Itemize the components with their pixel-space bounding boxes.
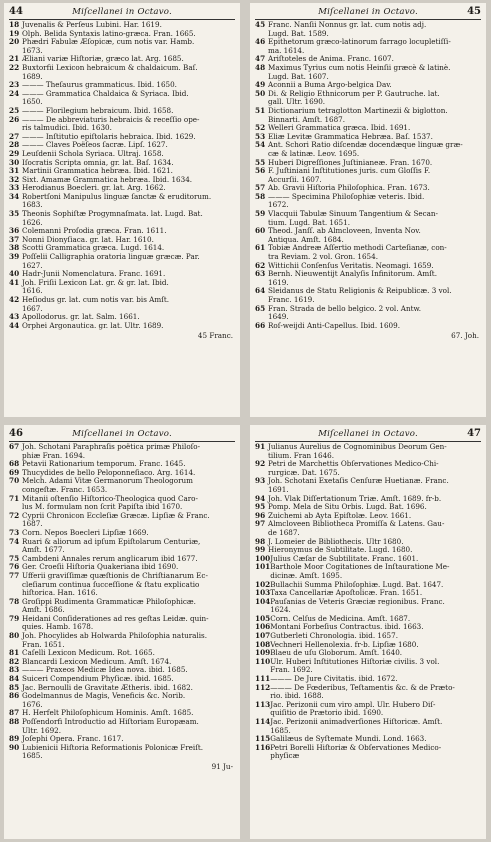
entry-text: Colemanni Proſodia græca. Fran. 1611. bbox=[22, 226, 167, 236]
entry-number: 41 bbox=[9, 277, 20, 287]
catalog-entry bbox=[255, 193, 481, 210]
entry-text: Leuſdenii Schola Syriaca. Ultraj. 1658. bbox=[22, 148, 164, 158]
entry-number: 21 bbox=[9, 54, 20, 64]
entry-text: Melch. Adami Vitæ Germanorum Theologorum congeſtæ. Franc. 1653. bbox=[22, 476, 193, 494]
entry-text: Pauſanias de Veteris Græciæ regionibus. Franc. 1624. bbox=[270, 596, 445, 615]
entry-text: Jac. Perizonii cum viro ampl. Ulr. Hubero Diſ- quiſitio de Prætorio ibid. 1690. bbox=[270, 699, 436, 718]
catalog-entry bbox=[255, 684, 481, 701]
entry-text: J. Lomeier de Bibliothecis. Ultr 1680. bbox=[268, 536, 404, 546]
entry-text: Wittichii Conſenſus Veritatis. Neomagi. 1659. bbox=[268, 260, 434, 270]
entry-text: Buxtorfii Lexicon hebraicum & chaldaicum. Baſ. 1689. bbox=[22, 62, 198, 81]
entry-number: 56 bbox=[255, 166, 266, 176]
catalog-entry bbox=[9, 477, 235, 494]
entry-number: 106 bbox=[255, 622, 271, 632]
entry-text: ——— Theſaurus grammaticus. Ibid. 1650. bbox=[22, 80, 177, 90]
running-title: Miſcellanei in Octavo. bbox=[318, 7, 418, 17]
entry-number: 84 bbox=[9, 674, 20, 684]
page-46 bbox=[4, 425, 240, 839]
catalog-entry bbox=[255, 244, 481, 261]
catalog-entry bbox=[9, 615, 235, 632]
running-title: Miſcellanei in Octavo. bbox=[318, 429, 418, 439]
catalog-entry bbox=[255, 718, 481, 735]
entry-text: ——— Claves Poëſeos ſacræ. Lipſ. 1627. bbox=[22, 140, 168, 150]
entry-number: 22 bbox=[9, 62, 20, 72]
entry-text: Godelmannus de Magis, Veneficis &c. Norib. 1676. bbox=[22, 691, 186, 709]
entry-text: Jac. Perizonii animadverſiones Hiſtoricæ. Amſt. 1685. bbox=[270, 717, 443, 735]
catalog-entry bbox=[255, 90, 481, 107]
entry-text: Poſſelii Calligraphia oratoria linguæ græcæ. Par. 1627. bbox=[22, 252, 200, 270]
entry-text: Corn. Nepos Boecleri Lipſiæ 1669. bbox=[22, 527, 149, 537]
entry-number: 48 bbox=[255, 62, 266, 72]
entry-text: Herodianus Boecleri. gr. lat. Arg. 1662. bbox=[22, 183, 166, 193]
entry-number: 60 bbox=[255, 226, 266, 236]
catalog-entry bbox=[9, 193, 235, 210]
catalog-entry bbox=[9, 38, 235, 55]
entry-number: 99 bbox=[255, 545, 266, 555]
entry-number: 100 bbox=[255, 553, 271, 563]
entry-number: 42 bbox=[9, 295, 20, 304]
entry-number: 89 bbox=[9, 734, 20, 744]
page-number: 47 bbox=[467, 428, 481, 439]
entry-number: 77 bbox=[9, 570, 20, 580]
catalog-entry bbox=[255, 477, 481, 494]
entry-number: 95 bbox=[255, 502, 266, 512]
entry-text: Roſ-weijdi Anti-Capellus. Ibid. 1609. bbox=[268, 320, 400, 330]
entry-text: Barthole Moor Cogitationes de Inſtauratione Me- dicinæ. Amſt. 1695. bbox=[270, 562, 450, 580]
entry-number: 20 bbox=[9, 37, 20, 47]
entry-number: 111 bbox=[255, 674, 271, 684]
entry-number: 30 bbox=[9, 157, 20, 167]
catalog-entry bbox=[255, 270, 481, 287]
entry-text: Scotti Grammatica græca. Lugd. 1614. bbox=[22, 243, 165, 253]
entry-text: Groſippi Rudimenta Grammaticæ Philoſophicæ. Amſt. 1686. bbox=[22, 596, 196, 615]
entry-number: 24 bbox=[9, 88, 20, 98]
entry-text: Galilæus de Syſtemate Mundi. Lond. 1663. bbox=[270, 734, 427, 744]
entry-number: 70 bbox=[9, 476, 20, 486]
entry-number: 31 bbox=[9, 166, 20, 176]
page-47 bbox=[250, 425, 486, 839]
entry-number: 107 bbox=[255, 631, 271, 641]
entry-text: Bullachii Summa Philoſophiæ. Lugd. Bat. 1647. bbox=[270, 579, 444, 589]
catalog-entry bbox=[255, 563, 481, 580]
entry-text: Æliani variæ Hiſtoriæ, græco lat. Arg. 1685. bbox=[22, 54, 184, 64]
catalog-entry bbox=[255, 287, 481, 304]
entry-number: 75 bbox=[9, 553, 20, 563]
catalog-entry bbox=[9, 64, 235, 81]
entry-number: 108 bbox=[255, 639, 271, 649]
entry-number: 87 bbox=[9, 708, 20, 718]
entry-text: Ruari & aliorum ad ipſum Epiſtolarum Centuriæ, Amſt. 1677. bbox=[22, 536, 201, 555]
entry-text: Caſelli Lexicon Medicum. Rot. 1665. bbox=[22, 648, 155, 658]
entry-text: Joh. Schotani Exetaſis Cenſuræ Huetianæ. Franc. 1691. bbox=[268, 476, 449, 494]
entry-text: Lubienicii Hiſtoria Reformationis Polonicæ Freiſt. 1685. bbox=[22, 742, 204, 761]
entry-text: Iſocratis Scripta omnia, gr. lat. Baſ. 1634. bbox=[22, 157, 174, 167]
catalog-entry bbox=[9, 116, 235, 133]
entry-text: Hadr-Junii Nomenclatura. Franc. 1691. bbox=[22, 269, 166, 279]
entry-number: 96 bbox=[255, 510, 266, 520]
entry-text: Apollodorus. gr. lat. Salm. 1661. bbox=[22, 312, 140, 322]
entry-number: 114 bbox=[255, 717, 271, 726]
catalog-entry bbox=[9, 718, 235, 735]
catalog-entry bbox=[255, 210, 481, 227]
page-header bbox=[255, 428, 481, 442]
catalog-entry bbox=[255, 744, 481, 761]
entry-number: 66 bbox=[255, 320, 266, 330]
entry-text: Cyprii Chronicon Eccleſiæ Græcæ. Lipſiæ & Franc. 1687. bbox=[22, 510, 210, 529]
entry-number: 35 bbox=[9, 209, 20, 219]
entry-text: Sleidanus de Statu Religionis & Reipublicæ. 3 vol. Franc. 1619. bbox=[268, 286, 452, 304]
entry-number: 115 bbox=[255, 734, 271, 744]
entry-text: Joſephi Opera. Franc. 1617. bbox=[22, 734, 124, 744]
catalog-entry bbox=[9, 538, 235, 555]
page-header bbox=[9, 428, 235, 442]
entry-text: ——— Grammatica Chaldaica & Syriaca. Ibid. 1650. bbox=[22, 88, 189, 107]
entry-text: Poſſendorfi Introductio ad Hiſtoriam Europæam. Ultr. 1692. bbox=[22, 717, 199, 735]
entry-number: 34 bbox=[9, 191, 20, 201]
entry-number: 86 bbox=[9, 691, 20, 701]
entry-number: 29 bbox=[9, 148, 20, 158]
entry-text: Taxa Cancellariæ Apoſtolicæ. Fran. 1651. bbox=[270, 588, 423, 598]
entry-number: 109 bbox=[255, 648, 271, 658]
catalog-entry bbox=[9, 598, 235, 615]
entry-text: Joh. Schotani Paraphraſis poëtica primæ Philoſo- phiæ Fran. 1694. bbox=[22, 442, 201, 460]
page-header bbox=[255, 6, 481, 20]
catalog-entry bbox=[255, 443, 481, 460]
entry-number: 44 bbox=[9, 320, 20, 330]
entry-text: Corn. Celſus de Medicina. Amſt. 1687. bbox=[270, 613, 411, 623]
entry-number: 64 bbox=[255, 286, 266, 296]
catalog-entry bbox=[255, 460, 481, 477]
entry-number: 59 bbox=[255, 209, 266, 219]
catalog-entry bbox=[255, 305, 481, 322]
entry-number: 110 bbox=[255, 656, 271, 666]
catalog-entry bbox=[255, 141, 481, 158]
entry-number: 25 bbox=[9, 105, 20, 115]
entry-text: Joh. Phocylides ab Holwarda Philoſophia naturalis. Fran. 1651. bbox=[22, 631, 208, 649]
catalog-list bbox=[255, 21, 481, 330]
catalog-entry bbox=[255, 107, 481, 124]
page-45 bbox=[250, 3, 486, 417]
entry-number: 63 bbox=[255, 269, 266, 279]
entry-number: 76 bbox=[9, 562, 20, 572]
entry-text: Welleri Grammatica græca. Ibid. 1691. bbox=[268, 123, 411, 133]
entry-number: 51 bbox=[255, 105, 266, 115]
entry-number: 49 bbox=[255, 80, 266, 90]
entry-text: ——— De Jure Civitatis. ibid. 1672. bbox=[270, 674, 398, 684]
entry-text: Thucydides de bello Peloponneſiaco. Arg. 1614. bbox=[22, 467, 196, 477]
entry-text: Vlacquii Tabulæ Sinuum Tangentium & Secan- tium. Lugd. Bat. 1651. bbox=[268, 209, 438, 227]
entry-text: Bernh. Nieuwentijt Analyſis Infinitorum. Amſt. 1619. bbox=[268, 269, 437, 287]
entry-text: Ulr. Huberi Inſtitutiones Hiſtoriæ civilis. 3 vol. Fran. 1692. bbox=[270, 656, 440, 675]
entry-number: 39 bbox=[9, 252, 20, 262]
entry-number: 43 bbox=[9, 312, 20, 322]
entry-text: Maximus Tyrius cum notis Heinſii græcè & latinè. Lugd. Bat. 1607. bbox=[268, 62, 451, 81]
catalog-entry bbox=[9, 296, 235, 313]
entry-number: 104 bbox=[255, 596, 271, 606]
entry-text: H. Herfelt Philoſophicum Hominis. Amſt. 1685. bbox=[22, 708, 194, 718]
entry-text: Petri de Marchettis Obſervationes Medico-Chi- rurgicæ. Dat. 1675. bbox=[268, 459, 439, 477]
entry-text: Mitanii oſtenſio Hiſtorico-Theologica quod Caro- lus M. formulam non ſcrit Papiſta ibid 1670. bbox=[22, 493, 198, 512]
entry-text: Ab. Gravii Hiſtoria Philoſophica. Fran. 1673. bbox=[268, 183, 430, 193]
running-title: Miſcellanei in Octavo. bbox=[72, 429, 172, 439]
catchword: 91 Ju- bbox=[211, 761, 233, 771]
entry-text: Petri Borelli Hiſtoriæ & Obſervationes Medico- phyſicæ bbox=[270, 742, 442, 761]
entry-number: 46 bbox=[255, 37, 266, 47]
entry-text: Heidani Conſiderationes ad res geſtas Leidæ. quin- quies. Hamb. 1678. bbox=[22, 613, 209, 632]
entry-number: 105 bbox=[255, 613, 271, 623]
entry-text: Joh. Vlak Diſſertationum Triæ. Amſt. 1689. fr-b. bbox=[268, 493, 442, 503]
entry-text: Gutberleti Chronologia. ibid. 1657. bbox=[270, 631, 398, 641]
entry-number: 62 bbox=[255, 260, 266, 270]
entry-number: 102 bbox=[255, 579, 271, 589]
page-number: 45 bbox=[467, 6, 481, 17]
entry-text: Franc. Nanſii Nonnus gr. lat. cum notis adj. Lugd. Bat. 1589. bbox=[268, 20, 427, 38]
entry-text: Petavii Rationarium temporum. Franc. 1645. bbox=[22, 459, 186, 469]
entry-text: Zuichemi ab Ayta Epiſtolæ. Leov. 1661. bbox=[268, 510, 412, 520]
entry-number: 93 bbox=[255, 476, 266, 486]
entry-number: 116 bbox=[255, 742, 271, 752]
entry-number: 94 bbox=[255, 493, 266, 503]
entry-number: 36 bbox=[9, 226, 20, 236]
page-header bbox=[9, 6, 235, 20]
entry-number: 98 bbox=[255, 536, 266, 546]
entry-text: Blaeu de uſu Globorum. Amſt. 1640. bbox=[270, 648, 403, 658]
entry-text: Ufferii graviſſimæ quæſtionis de Chriſtianarum Ec- cleſiarum continua ſucceſſione & ſtatu explicatio hiſtorica. Han. 1616. bbox=[22, 570, 208, 598]
page-number: 46 bbox=[9, 428, 23, 439]
entry-text: Suiceri Compendium Phyſicæ. ibid. 1685. bbox=[22, 674, 174, 684]
entry-number: 19 bbox=[9, 28, 20, 38]
entry-number: 54 bbox=[255, 140, 266, 150]
entry-number: 52 bbox=[255, 123, 266, 133]
catalog-entry bbox=[9, 279, 235, 296]
entry-number: 73 bbox=[9, 527, 20, 537]
entry-text: Almcloveen Bibliotheca Promiſſa & Latens. Gau- de 1687. bbox=[268, 519, 445, 537]
entry-text: ——— Florilegium hebraicum. Ibid. 1658. bbox=[22, 105, 174, 115]
entry-number: 80 bbox=[9, 631, 20, 641]
entry-text: Fran. Strada de bello belgico. 2 vol. Antw. 1649. bbox=[268, 303, 422, 322]
entry-text: Vechneri Hellenolexia. fr-b. Lipſiæ 1680. bbox=[270, 639, 419, 649]
entry-text: Aconnii a Buma Argo-belgica Dav. bbox=[268, 80, 392, 90]
entry-text: Orphei Argonautica. gr. lat. Ultr. 1689. bbox=[22, 320, 164, 330]
entry-text: Nonni Dionyſiaca. gr. lat. Har. 1610. bbox=[22, 234, 154, 244]
catalog-entry bbox=[255, 658, 481, 675]
running-title: Miſcellanei in Octavo. bbox=[72, 7, 172, 17]
entry-text: F. Juſtiniani Inſtitutiones juris. cum Gloſſis F. Accurſii. 1607. bbox=[268, 166, 431, 184]
entry-number: 45 bbox=[255, 20, 266, 29]
entry-number: 28 bbox=[9, 140, 20, 150]
entry-number: 58 bbox=[255, 191, 266, 201]
catalog-entry bbox=[255, 38, 481, 55]
entry-text: ——— De Fœderibus, Teſtamentis &c. & de Præto- rio. ibid. 1688. bbox=[270, 682, 455, 701]
entry-number: 71 bbox=[9, 493, 20, 503]
entry-number: 65 bbox=[255, 303, 266, 313]
entry-number: 88 bbox=[9, 717, 20, 726]
entry-number: 113 bbox=[255, 699, 271, 709]
catalog-entry bbox=[9, 443, 235, 460]
catalog-entry bbox=[9, 322, 235, 331]
catalog-entry bbox=[255, 167, 481, 184]
entry-number: 23 bbox=[9, 80, 20, 90]
entry-text: Heſiodus gr. lat. cum notis var. bis Amſt. 1667. bbox=[22, 295, 170, 313]
catalog-entry bbox=[9, 632, 235, 649]
entry-text: Julianus Aurelius de Cognominibus Deorum Gen- tilium. Fran 1646. bbox=[268, 442, 447, 460]
catalog-entry bbox=[9, 210, 235, 227]
entry-number: 38 bbox=[9, 243, 20, 253]
entry-number: 74 bbox=[9, 536, 20, 546]
entry-number: 78 bbox=[9, 596, 20, 606]
entry-number: 82 bbox=[9, 656, 20, 666]
entry-text: ——— Inſtitutio epiſtolaris hebraica. Ibid. 1629. bbox=[22, 131, 196, 141]
entry-number: 91 bbox=[255, 442, 266, 451]
entry-text: Di. & Religio Ethnicorum per P. Gautruche. lat. gall. Ultr. 1690. bbox=[268, 88, 440, 107]
entry-text: Dictionarium tetraglotton Martinezii & biglotton. Binnarti. Amſt. 1687. bbox=[268, 105, 448, 124]
catalog-list bbox=[9, 443, 235, 761]
entry-text: Juvenalis & Perſeus Lubini. Har. 1619. bbox=[22, 20, 162, 29]
catchword: 67. Joh. bbox=[451, 331, 479, 341]
entry-number: 69 bbox=[9, 467, 20, 477]
entry-number: 81 bbox=[9, 648, 20, 658]
entry-number: 68 bbox=[9, 459, 20, 469]
entry-text: Huberi Digreſſiones Juſtinianeæ. Fran. 1670. bbox=[268, 157, 433, 167]
entry-number: 37 bbox=[9, 234, 20, 244]
catalog-list bbox=[255, 443, 481, 761]
entry-number: 67 bbox=[9, 442, 20, 451]
entry-text: Julius Cæſar de Subtilitate. Franc. 1601. bbox=[270, 553, 419, 563]
entry-number: 33 bbox=[9, 183, 20, 193]
entry-number: 26 bbox=[9, 114, 20, 124]
entry-text: Martinii Grammatica hebræa. Ibid. 1621. bbox=[22, 166, 173, 176]
entry-text: Olph. Belida Syntaxis latino-græca. Fran. 1665. bbox=[22, 28, 196, 38]
entry-text: Robertſoni Manipulus linguæ ſanctæ & eruditorum. 1683. bbox=[22, 191, 212, 210]
entry-text: Joh. Friſii Lexicon Lat. gr. & gr. lat. Ibid. 1616. bbox=[22, 277, 169, 296]
entry-text: ——— De abbreviaturis hebraicis & receſſio ope- ris talmudici. Ibid. 1630. bbox=[22, 114, 200, 133]
entry-number: 47 bbox=[255, 54, 266, 64]
catalog-entry bbox=[255, 598, 481, 615]
entry-number: 103 bbox=[255, 588, 271, 598]
entry-text: Sixt. Amamæ Grammatica hebræa. Ibid. 1634. bbox=[22, 174, 193, 184]
entry-text: Theod. Janſſ. ab Almcloveen, Inventa Nov. Antiqua. Amſt. 1684. bbox=[268, 226, 421, 244]
catalog-entry bbox=[255, 227, 481, 244]
entry-number: 27 bbox=[9, 131, 20, 141]
catalog-entry bbox=[9, 744, 235, 761]
entry-number: 79 bbox=[9, 613, 20, 623]
entry-text: Eliæ Levitæ Grammatica Hebræa. Baſ. 1537. bbox=[268, 131, 433, 141]
page-44 bbox=[4, 3, 240, 417]
entry-text: Jac. Bernoulli de Gravitate Ætheris. ibid. 1682. bbox=[22, 682, 193, 692]
catalog-entry bbox=[255, 701, 481, 718]
entry-text: Cambdeni Annales rerum anglicarum ibid 1677. bbox=[22, 553, 198, 563]
entry-number: 32 bbox=[9, 174, 20, 184]
entry-text: Hieronymus de Subtilitate. Lugd. 1680. bbox=[268, 545, 413, 555]
entry-number: 101 bbox=[255, 562, 271, 572]
entry-number: 53 bbox=[255, 131, 266, 141]
entry-text: ——— Specimina Philoſophiæ veteris. Ibid. 1672. bbox=[268, 191, 425, 210]
catchword: 45 Franc. bbox=[197, 331, 233, 341]
entry-number: 40 bbox=[9, 269, 20, 279]
page-number: 44 bbox=[9, 6, 23, 17]
entry-number: 18 bbox=[9, 20, 20, 29]
catalog-entry bbox=[9, 253, 235, 270]
entry-number: 112 bbox=[255, 682, 271, 692]
entry-text: Montani Forbeſius Contractus. ibid. 1663. bbox=[270, 622, 424, 632]
entry-number: 50 bbox=[255, 88, 266, 98]
entry-number: 55 bbox=[255, 157, 266, 167]
catalog-entry bbox=[255, 520, 481, 537]
entry-text: Phædri Fabulæ Æſopicæ, cum notis var. Hamb. 1673. bbox=[22, 37, 195, 55]
entry-number: 97 bbox=[255, 519, 266, 529]
catalog-entry bbox=[9, 692, 235, 709]
entry-text: Theonis Sophiſtæ Progymnaſmata. lat. Lugd. Bat. 1626. bbox=[22, 209, 203, 227]
entry-text: Blancardi Lexicon Medicum. Amſt. 1674. bbox=[22, 656, 172, 666]
entry-number: 61 bbox=[255, 243, 266, 253]
entry-number: 72 bbox=[9, 510, 20, 520]
entry-text: Epithetorum græco-latinorum farrago locupletiſſi- ma. 1614. bbox=[268, 37, 451, 55]
entry-number: 83 bbox=[9, 665, 20, 675]
catalog-list bbox=[9, 21, 235, 330]
entry-text: Tobiæ Andreæ Aſſertio methodi Carteſianæ, con- tra Reviam. 2 vol. Gron. 1654. bbox=[268, 243, 447, 262]
catalog-entry bbox=[255, 21, 481, 38]
entry-number: 85 bbox=[9, 682, 20, 692]
entry-number: 57 bbox=[255, 183, 266, 193]
catalog-entry bbox=[9, 495, 235, 512]
catalog-entry bbox=[9, 572, 235, 598]
catalog-entry bbox=[9, 512, 235, 529]
entry-text: Ger. Croeſii Hiſtoria Quakeriana ibid 1690. bbox=[22, 562, 179, 572]
entry-text: ——— Praxeos Medicæ Idea nova. ibid. 1685. bbox=[22, 665, 188, 675]
entry-number: 90 bbox=[9, 742, 20, 752]
catalog-entry bbox=[255, 64, 481, 81]
catalog-entry bbox=[255, 322, 481, 331]
entry-text: Ariſtoteles de Anima. Franc. 1607. bbox=[268, 54, 394, 64]
entry-number: 92 bbox=[255, 459, 266, 469]
entry-text: Pomp. Mela de Situ Orbis. Lugd. Bat. 1696. bbox=[268, 502, 427, 512]
catalog-entry bbox=[9, 90, 235, 107]
entry-text: Ant. Schori Ratio diſcendæ docendæque linguæ græ- cæ & latinæ. Leov. 1695. bbox=[268, 140, 463, 158]
